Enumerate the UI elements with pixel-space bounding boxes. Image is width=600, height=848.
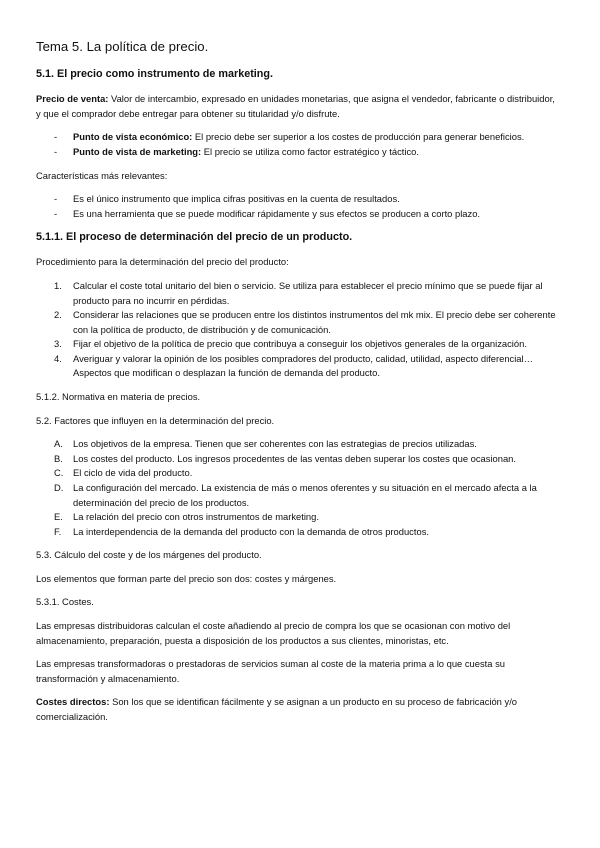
list-item xyxy=(36,352,556,381)
list-item-term: Punto de vista de marketing: xyxy=(73,146,202,157)
list-item-text: Fijar el objetivo de la política de precio que contribuya a conseguir los objetivos generales de la organización. xyxy=(73,338,527,350)
list-item xyxy=(36,192,556,207)
list-item-text: La interdependencia de la demanda del producto con la demanda de otros productos. xyxy=(73,525,429,537)
distributors-paragraph: Las empresas distribuidoras calculan el coste añadiendo al precio de compra los que se ocasionan con motivo del almacenamiento, preparación, puesta a disposición de los productos a sus clientes, minoristas, etc. xyxy=(36,619,511,646)
list-item xyxy=(36,279,556,308)
list-item-text: Calcular el coste total unitario del bien o servicio. Se utiliza para establecer el precio mínimo que se puede fijar al producto para no incurrir en pérdidas. xyxy=(73,280,543,306)
definition-term: Precio de venta: xyxy=(36,93,109,105)
transformers-paragraph: Las empresas transformadoras o prestadoras de servicios suman al coste de la materia prima a lo que cuesta su transformación y almacenamiento. xyxy=(36,658,505,684)
list-item-text: Considerar las relaciones que se producen entre los distintos instrumentos del mk mix. El precio debe ser coherente con la política de producto, de distribución y de comunicación. xyxy=(73,309,556,335)
price-definition xyxy=(36,92,556,121)
list-item-term: Punto de vista económico: xyxy=(73,131,193,143)
definition-text: Valor de intercambio, expresado en unidades monetarias, que asigna el vendedor, fabricante o distribuidor, y que el comprador debe entregar para obtener su titularidad y/o disfrute. xyxy=(36,93,555,119)
procedure-steps xyxy=(36,279,556,381)
list-item xyxy=(36,452,556,467)
factors-list xyxy=(36,437,556,539)
list-letter: D. xyxy=(54,481,64,493)
direct-costs-text: Son los que se identifican fácilmente y se asignan a un producto en su proceso de fabricación y/o comercialización. xyxy=(36,696,518,722)
list-item xyxy=(36,481,556,510)
viewpoint-list xyxy=(36,130,556,159)
list-letter: A. xyxy=(54,438,63,450)
list-item-text: El precio debe ser superior a los costes de producción para generar beneficios. xyxy=(192,131,525,143)
list-item-text: Los objetivos de la empresa. Tienen que ser coherentes con las estrategias de precios utilizadas. xyxy=(73,438,477,450)
list-item-text: La configuración del mercado. La existencia de más o menos oferentes y su situación en el mercado afecta a la determinación del precio de los productos. xyxy=(73,481,537,508)
list-item-text: Es el único instrumento que implica cifras positivas en la cuenta de resultados. xyxy=(73,193,400,205)
list-item-text: El ciclo de vida del producto. xyxy=(73,467,193,479)
list-item-text: Es una herramienta que se puede modificar rápidamente y sus efectos se producen a corto plazo. xyxy=(73,207,481,219)
list-number: 1. xyxy=(54,280,62,291)
list-item xyxy=(36,145,556,160)
list-item-text: La relación del precio con otros instrumentos de marketing. xyxy=(73,511,319,523)
list-item xyxy=(36,337,556,352)
list-letter: F. xyxy=(54,525,62,537)
direct-costs-term: Costes directos: xyxy=(36,696,110,708)
list-number: 3. xyxy=(54,338,62,350)
list-item-text: Averiguar y valorar la opinión de los posibles compradores del producto, calidad, utilidad, aspecto diferencial…Aspectos que modifican o desplazan la función de demanda del producto. xyxy=(73,352,533,379)
list-item-text: Los costes del producto. Los ingresos procedentes de las ventas deben superar los costes que ocasionan. xyxy=(73,452,516,464)
list-letter: B. xyxy=(54,452,63,464)
characteristics-intro: Características más relevantes: xyxy=(36,169,168,181)
dash-bullet: - xyxy=(54,131,58,143)
dash-bullet: - xyxy=(54,146,58,157)
list-item xyxy=(36,308,556,337)
characteristics-list xyxy=(36,192,556,221)
direct-costs-paragraph xyxy=(36,695,556,724)
dash-bullet: - xyxy=(54,193,58,205)
list-item-text: El precio se utiliza como factor estratégico y táctico. xyxy=(201,146,419,157)
list-item xyxy=(36,207,556,222)
list-letter: C. xyxy=(54,467,64,479)
list-item xyxy=(36,466,556,481)
list-number: 4. xyxy=(54,352,62,364)
list-item xyxy=(36,525,556,540)
section-heading-5-3-1: 5.3.1. Costes. xyxy=(36,596,94,608)
dash-bullet: - xyxy=(54,207,58,219)
list-item xyxy=(36,437,556,452)
list-item xyxy=(36,130,556,145)
section-heading-5-1-1: 5.1.1. El proceso de determinación del precio de un producto. xyxy=(36,231,353,244)
section-heading-5-1: 5.1. El precio como instrumento de marketing. xyxy=(36,68,273,81)
list-letter: E. xyxy=(54,511,63,523)
section-heading-5-1-2: 5.1.2. Normativa en materia de precios. xyxy=(36,391,201,403)
procedure-intro: Procedimiento para la determinación del precio del producto: xyxy=(36,256,289,268)
section-heading-5-3: 5.3. Cálculo del coste y de los márgenes del producto. xyxy=(36,549,262,561)
section-heading-5-2: 5.2. Factores que influyen en la determinación del precio. xyxy=(36,414,275,426)
elements-intro: Los elementos que forman parte del precio son dos: costes y márgenes. xyxy=(36,572,337,584)
list-number: 2. xyxy=(54,309,62,321)
page-title: Tema 5. La política de precio. xyxy=(36,39,209,54)
list-item xyxy=(36,510,556,525)
